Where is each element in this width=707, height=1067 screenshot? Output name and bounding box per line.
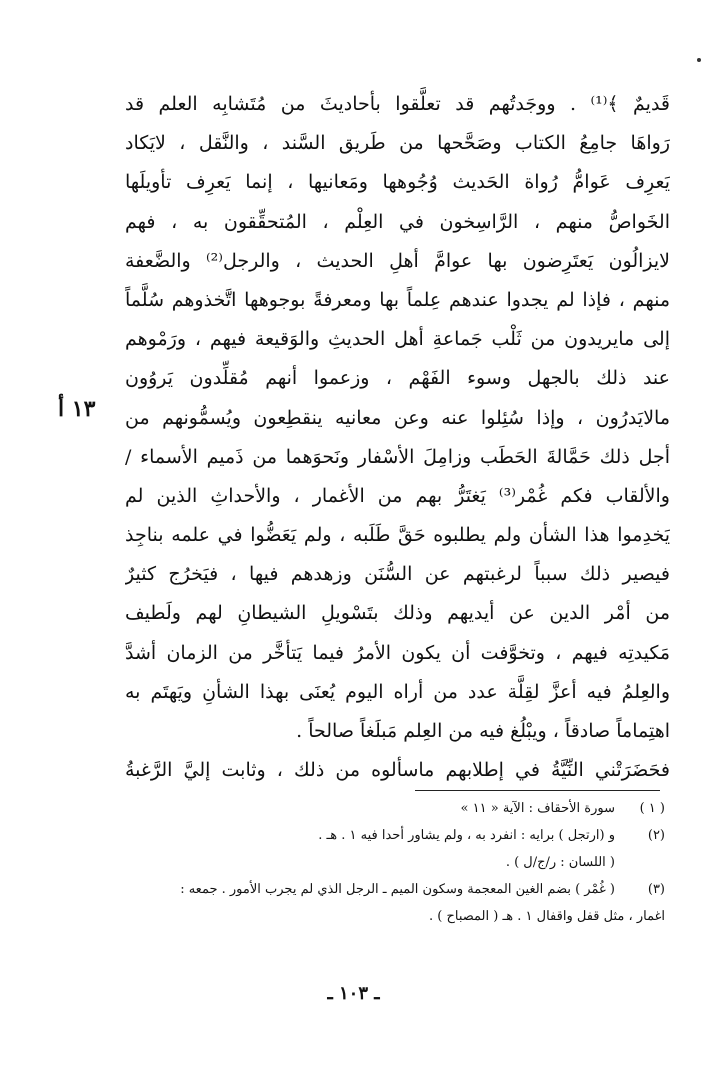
footnote-text (110, 822, 615, 876)
footnote (110, 795, 665, 822)
manuscript-folio-marker: ١٣ أ (58, 396, 96, 422)
footnotes-block (110, 795, 665, 930)
footnote-continuation: اغمار ، مثل قفل واقفال ١ . هـ ( المصباح ) . (429, 909, 665, 924)
footnote-line: ( غُمْر ) بضم الغين المعجمة وسكون الميم ـ الرجل الذي لم يجرب الأمور . جمعه : (180, 882, 615, 897)
footnote-line: سورة الأحقاف : الآية « ١١ » (460, 801, 615, 816)
text-line: مالايَدرُون ، وإذا سُئِلوا عنه وعن معانيه ينقطِعون ويُسمُّونهم من (125, 406, 670, 429)
text-line: فيصير ذلك سبباً لرغبتهم عن السُّنَن وزهدهم فيها ، فيَخرُج كثيرٌ (125, 563, 670, 586)
footnote-number: (٣) (647, 882, 665, 897)
text-line: عند ذلك بالجهل وسوء الفَهْم ، وزعموا أنهم مُقلِّدون يَروُون (125, 367, 670, 390)
text-line: فحَضَرَتْني النِّيَّةُ في إطلابهم ماسألوه من ذلك ، وثابت إليَّ الرَّغبةُ (125, 759, 670, 782)
footnote-number: (٢) (647, 828, 665, 843)
edge-mark (697, 58, 701, 62)
text-line: اهتِماماً صادقاً ، ويبْلُغ فيه من العِلم مَبلَغاً صالحاً . (296, 720, 670, 742)
footnote-divider (415, 790, 660, 791)
text-line: من أمْر الدين عن أيديهم وذلك بتَسْويلِ الشيطانِ لهم ولَطيف (125, 602, 670, 625)
text-line: رَواهَا جامِعُ الكتاب وصَحَّحها من طَريق السَّند ، والنَّقل ، لايَكاد (125, 132, 670, 155)
text-line: يَخدِموا هذا الشأن ولم يطلبوه حَقَّ طَلَبه ، ولم يَعَضُّوا في علمه بناجِذ (125, 524, 670, 547)
footnote-line: و (ارتجل ) برايه : انفرد به ، ولم يشاور أحدا فيه ١ . هـ . (318, 828, 615, 843)
text-line: والألقاب فكم غُمْر⁽³⁾ يَغتَرُّ بهم من الأغمار ، والأحداثِ الذين لم (125, 484, 670, 507)
footnote (110, 876, 665, 903)
text-line: قَديمٌ ﴾⁽¹⁾ . ووجَدتُهم قد تعلَّقوا بأحاديثَ من مُتَشابِه العلم قد (125, 93, 670, 115)
footnote-text (110, 876, 615, 903)
footnote-line: ( اللسان : ر/ج/ل ) . (505, 855, 615, 870)
footnote (110, 822, 665, 876)
text-line: الخَواصُّ منهم ، الرَّاسِخون في العِلْم ، المُتحقِّقون به ، فهم (125, 210, 670, 233)
main-text-block (125, 85, 670, 790)
text-line: أجل ذلك حَمَّالةَ الحَطَب وزامِلَ الأسْفار ونَحوَهما من ذَميم الأسماء / (125, 445, 670, 468)
text-line: والعِلمُ فيه أعزَّ لقِلَّة عدد من أراه اليوم يُعنَى بهذا الشأنِ ويَهتَم به (125, 680, 670, 703)
text-line: يَعرِف عَوامُّ رُواة الحَديث وُجُوهها ومَعانيها ، إنما يَعرِف تأويلَها (125, 171, 670, 194)
text-line: لايزالُون يَعتَرِضون بها عوامَّ أهلِ الحديث ، والرجل⁽²⁾ والضَّعفة (125, 249, 670, 272)
text-line: مَكيدتِه فيهم ، وتخوَّفت أن يكون الأمرُ فيما يَتأخَّر من الزمان أشدَّ (125, 641, 670, 664)
text-line: منهم ، فإذا لم يجدوا عندهم عِلماً بها ومعرفةً بوجوهها اتَّخذوهم سُلَّماً (125, 288, 670, 311)
page-number: ـ ١٠٣ ـ (327, 983, 380, 1004)
footnote-text (110, 795, 615, 822)
text-line: إلى مايريدون من ثَلْب جَماعةِ أهل الحديثِ والوَقيعة فيهم ، ورَمْوهم (125, 328, 670, 351)
footnote-number: ( ١ ) (639, 801, 665, 816)
